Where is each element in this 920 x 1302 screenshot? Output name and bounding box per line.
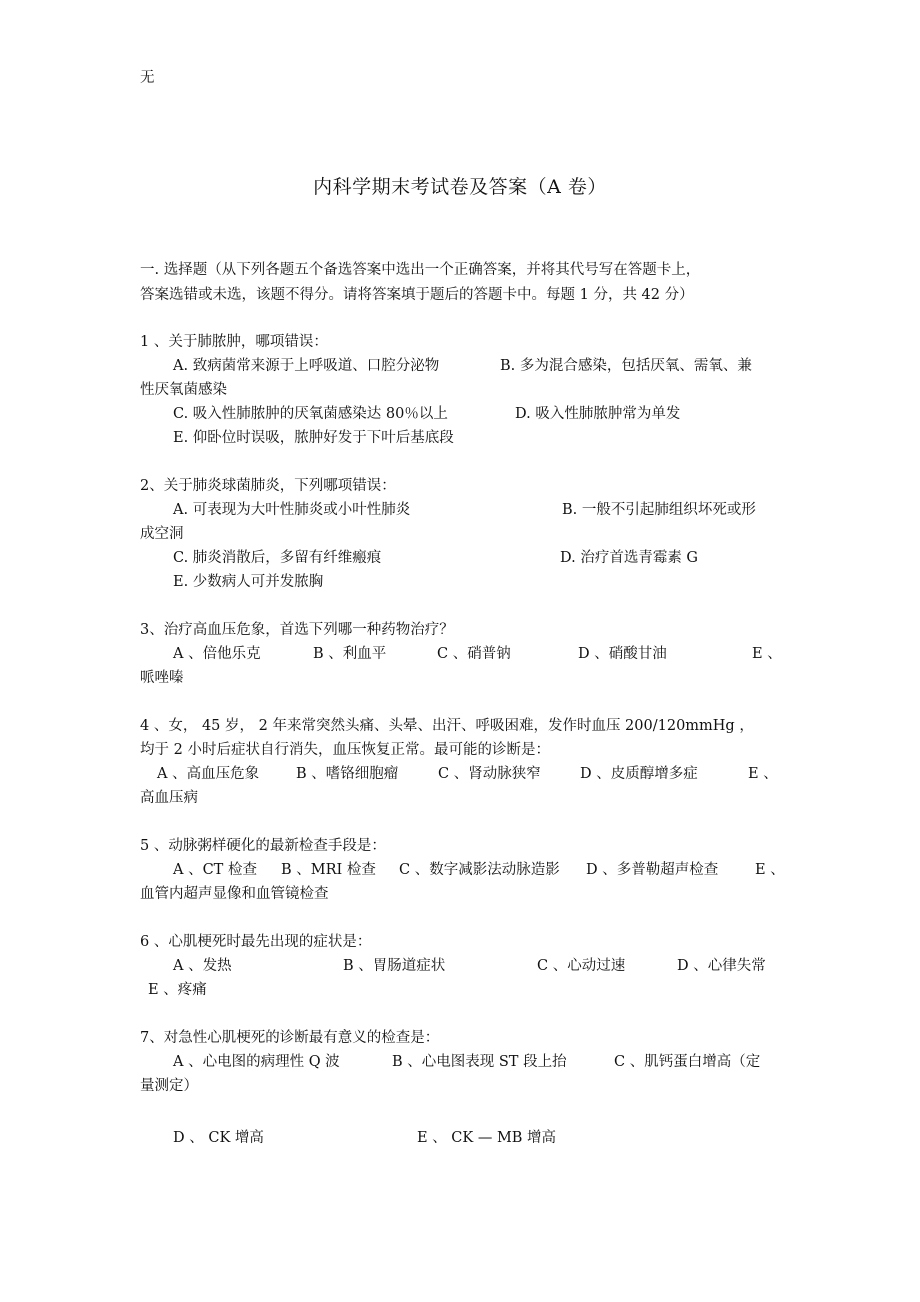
question-4-stem: 4 、女， 45 岁， 2 年来常突然头痛、头晕、出汗、呼吸困难，发作时血压 200/120mmHg ， (140, 718, 754, 734)
question-1-option-b: B. 多为混合感染，包括厌氧、需氧、兼 (500, 358, 752, 374)
question-3-option-c: C 、硝普钠 (437, 646, 511, 662)
question-5-stem: 5 、动脉粥样硬化的最新检查手段是： (140, 838, 386, 854)
question-5-option-e-continued: 血管内超声显像和血管镜检查 (140, 886, 329, 902)
question-2-option-d: D. 治疗首选青霉素 G (560, 550, 699, 566)
question-4-option-d: D 、皮质醇增多症 (580, 766, 698, 782)
question-6-option-d: D 、心律失常 (677, 958, 766, 974)
section-instructions-line-1: 一. 选择题（从下列各题五个备选答案中选出一个正确答案，并将其代号写在答题卡上， (140, 262, 701, 278)
question-5-option-b: B 、MRI 检查 (281, 862, 376, 878)
question-3-option-e-continued: 哌唑嗪 (140, 670, 184, 686)
question-7-option-c: C 、肌钙蛋白增高（定 (614, 1054, 761, 1070)
question-1-option-a: A. 致病菌常来源于上呼吸道、口腔分泌物 (173, 358, 440, 374)
question-7-stem: 7、对急性心肌梗死的诊断最有意义的检查是： (140, 1030, 440, 1046)
question-2-option-c: C. 肺炎消散后，多留有纤维瘢痕 (173, 550, 382, 566)
question-1-stem: 1 、关于肺脓肿，哪项错误： (140, 334, 328, 350)
question-7-option-a: A 、心电图的病理性 Q 波 (173, 1054, 340, 1070)
question-4-option-a: A 、高血压危象 (157, 766, 260, 782)
question-5-option-c: C 、数字减影法动脉造影 (399, 862, 560, 878)
question-3-option-e: E 、 (752, 646, 782, 662)
question-3-option-b: B 、利血平 (313, 646, 387, 662)
question-4-option-e: E 、 (748, 766, 778, 782)
question-3-option-d: D 、硝酸甘油 (578, 646, 667, 662)
question-3-option-a: A 、倍他乐克 (173, 646, 261, 662)
question-1-option-c: C. 吸入性肺脓肿的厌氧菌感染达 80％以上 (173, 406, 448, 422)
question-5-option-a: A 、CT 检查 (173, 862, 257, 878)
question-2-option-b-continued: 成空洞 (140, 526, 184, 542)
question-1-option-b-continued: 性厌氧菌感染 (140, 382, 227, 398)
question-4-option-c: C 、肾动脉狭窄 (438, 766, 541, 782)
question-6-option-b: B 、胃肠道症状 (343, 958, 446, 974)
question-4-option-e-continued: 高血压病 (140, 790, 198, 806)
question-7-option-d: D 、 CK 增高 (173, 1130, 264, 1146)
question-4-option-b: B 、嗜铬细胞瘤 (296, 766, 399, 782)
question-4-stem-continued: 均于 2 小时后症状自行消失，血压恢复正常。最可能的诊断是： (140, 742, 550, 758)
question-2-option-b: B. 一般不引起肺组织坏死或形 (562, 502, 756, 518)
question-7-option-c-continued: 量测定） (140, 1078, 198, 1094)
question-5-option-d: D 、多普勒超声检查 (586, 862, 719, 878)
question-6-option-e: E 、疼痛 (148, 982, 207, 998)
question-7-option-b: B 、心电图表现 ST 段上抬 (392, 1054, 567, 1070)
question-2-option-a: A. 可表现为大叶性肺炎或小叶性肺炎 (173, 502, 411, 518)
section-instructions-line-2: 答案选错或未选，该题不得分。请将答案填于题后的答题卡中。每题 1 分，共 42 分） (140, 287, 694, 303)
question-1-option-d: D. 吸入性肺脓肿常为单发 (515, 406, 681, 422)
question-6-stem: 6 、心肌梗死时最先出现的症状是： (140, 934, 372, 950)
question-1-option-e: E. 仰卧位时误吸，脓肿好发于下叶后基底段 (173, 430, 454, 446)
question-3-stem: 3、治疗高血压危象，首选下列哪一种药物治疗？ (140, 622, 454, 638)
question-2-option-e: E. 少数病人可并发脓胸 (173, 574, 324, 590)
question-6-option-c: C 、心动过速 (537, 958, 626, 974)
question-6-option-a: A 、发热 (173, 958, 232, 974)
page-title: 内科学期末考试卷及答案（A 卷） (313, 176, 607, 198)
question-2-stem: 2、关于肺炎球菌肺炎，下列哪项错误： (140, 478, 396, 494)
question-5-option-e: E 、 (755, 862, 785, 878)
question-7-option-e: E 、 CK — MB 增高 (417, 1130, 557, 1146)
header-note: 无 (140, 70, 155, 86)
